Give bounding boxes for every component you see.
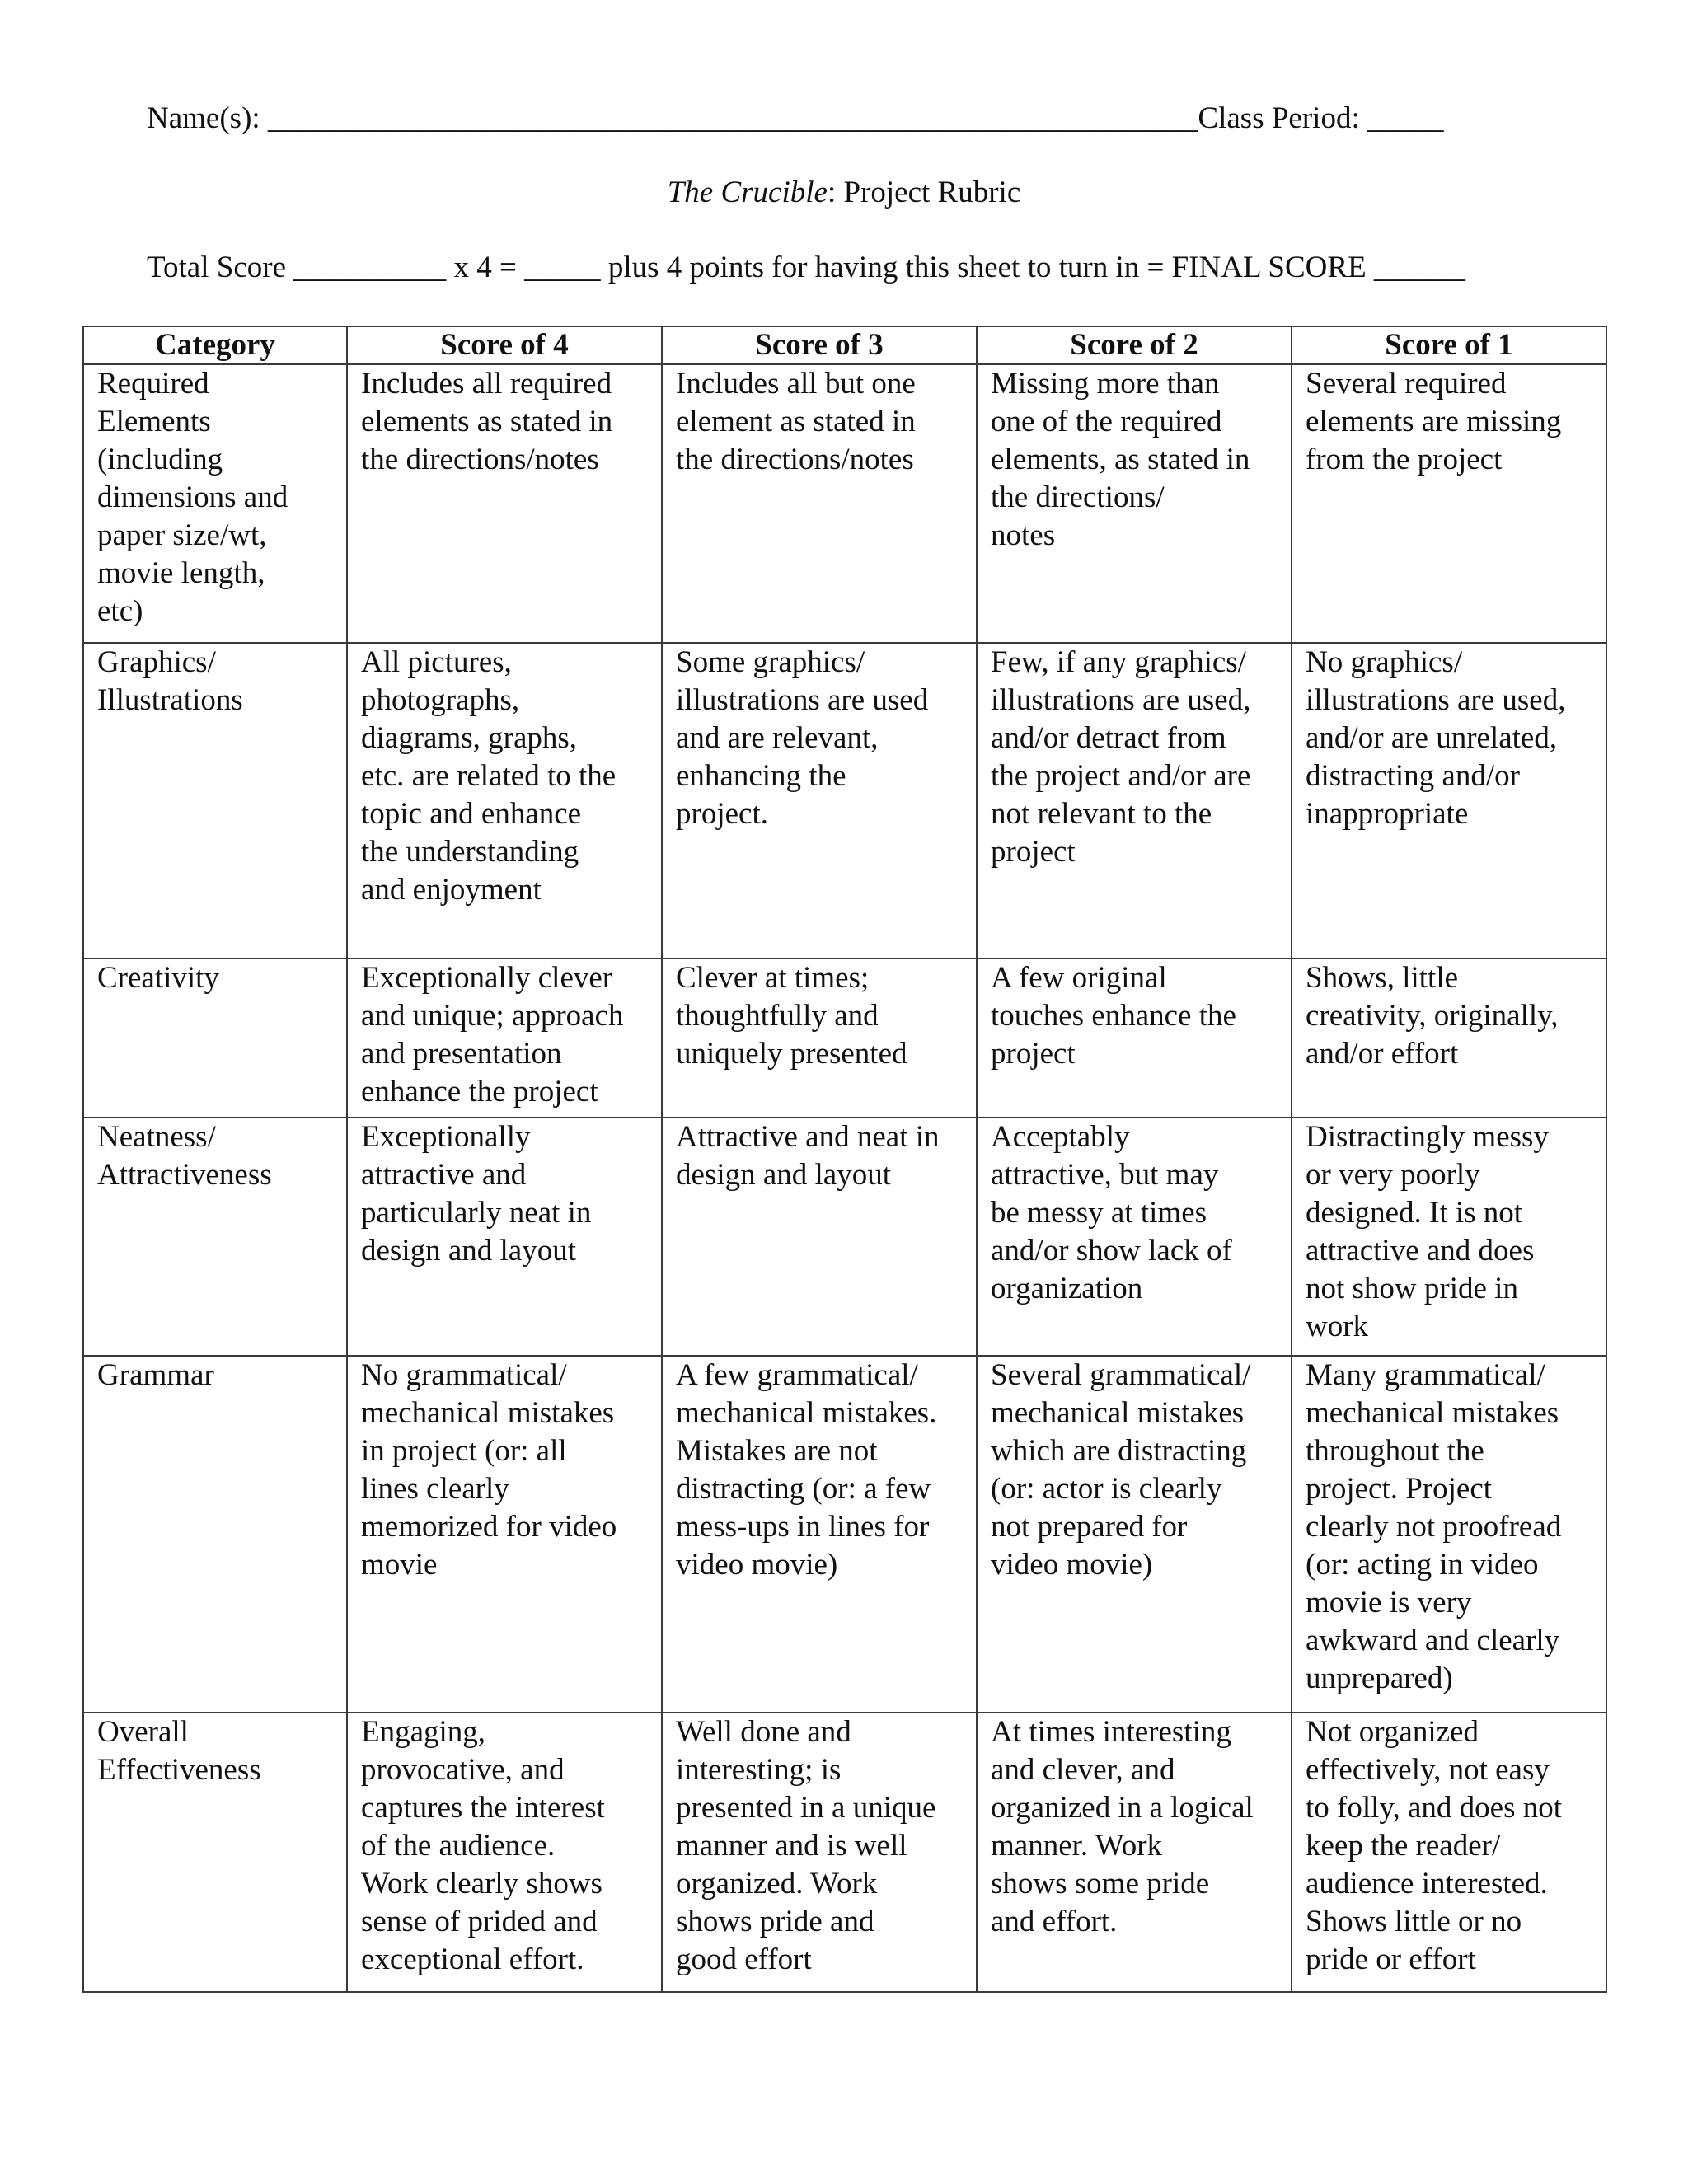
score-1-cell: Many grammatical/ mechanical mistakes throughout the project. Project clearly not proofread (or: acting in video movie is very awkward and clearly unprepared)	[1292, 1356, 1606, 1713]
score-2-cell: Acceptably attractive, but may be messy at times and/or show lack of organization	[977, 1118, 1292, 1356]
header-score-2: Score of 2	[977, 326, 1292, 364]
score-3-cell: Includes all but one element as stated in the directions/notes	[662, 364, 977, 643]
score-4-cell: All pictures, photographs, diagrams, graphs, etc. are related to the topic and enhance the understanding and enjoyment	[347, 643, 662, 958]
header-score-4: Score of 4	[347, 326, 662, 364]
score-2-cell: Several grammatical/ mechanical mistakes which are distracting (or: actor is clearly not prepared for video movie)	[977, 1356, 1292, 1713]
score-1-cell: Not organized effectively, not easy to folly, and does not keep the reader/ audience interested. Shows little or no pride or effort	[1292, 1713, 1606, 1992]
score-2-cell: Few, if any graphics/ illustrations are used, and/or detract from the project and/or are not relevant to the project	[977, 643, 1292, 958]
header-score-3: Score of 3	[662, 326, 977, 364]
document-title	[0, 175, 1688, 211]
score-1-cell: No graphics/ illustrations are used, and/or are unrelated, distracting and/or inappropriate	[1292, 643, 1606, 958]
score-4-cell: No grammatical/ mechanical mistakes in project (or: all lines clearly memorized for video movie	[347, 1356, 662, 1713]
score-3-cell: A few grammatical/ mechanical mistakes. Mistakes are not distracting (or: a few mess-ups in lines for video movie)	[662, 1356, 977, 1713]
rubric-table	[82, 326, 1607, 1993]
title-suffix: : Project Rubric	[827, 176, 1021, 209]
table-row	[83, 1713, 1606, 1992]
category-cell: Neatness/ Attractiveness	[83, 1118, 347, 1356]
header-category: Category	[83, 326, 347, 364]
table-row	[83, 643, 1606, 958]
category-cell: Grammar	[83, 1356, 347, 1713]
score-4-cell: Exceptionally clever and unique; approach and presentation enhance the project	[347, 958, 662, 1118]
table-row	[83, 958, 1606, 1118]
score-2-cell: Missing more than one of the required elements, as stated in the directions/ notes	[977, 364, 1292, 643]
score-4-cell: Engaging, provocative, and captures the interest of the audience. Work clearly shows sense of prided and exceptional effort.	[347, 1713, 662, 1992]
score-1-cell: Distractingly messy or very poorly designed. It is not attractive and does not show pride in work	[1292, 1118, 1606, 1356]
title-work-name: The Crucible	[667, 176, 828, 209]
score-3-cell: Attractive and neat in design and layout	[662, 1118, 977, 1356]
score-4-cell: Includes all required elements as stated in the directions/notes	[347, 364, 662, 643]
rubric-header-row	[83, 326, 1606, 364]
score-2-cell: A few original touches enhance the project	[977, 958, 1292, 1118]
category-cell: Required Elements (including dimensions and paper size/wt, movie length, etc)	[83, 364, 347, 643]
total-score-line: Total Score __________ x 4 = _____ plus 4 points for having this sheet to turn in = FINAL SCORE ______	[147, 251, 1465, 284]
score-3-cell: Some graphics/ illustrations are used and are relevant, enhancing the project.	[662, 643, 977, 958]
category-cell: Creativity	[83, 958, 347, 1118]
table-row	[83, 364, 1606, 643]
category-cell: Overall Effectiveness	[83, 1713, 347, 1992]
score-1-cell: Several required elements are missing from the project	[1292, 364, 1606, 643]
table-row	[83, 1356, 1606, 1713]
score-2-cell: At times interesting and clever, and organized in a logical manner. Work shows some pride and effort.	[977, 1713, 1292, 1992]
score-1-cell: Shows, little creativity, originally, and/or effort	[1292, 958, 1606, 1118]
score-4-cell: Exceptionally attractive and particularly neat in design and layout	[347, 1118, 662, 1356]
score-3-cell: Clever at times; thoughtfully and uniquely presented	[662, 958, 977, 1118]
table-row	[83, 1118, 1606, 1356]
header-score-1: Score of 1	[1292, 326, 1606, 364]
name-class-period-line: Name(s): _____________________________________________________________Class Period: _____	[147, 101, 1444, 135]
score-3-cell: Well done and interesting; is presented in a unique manner and is well organized. Work shows pride and good effort	[662, 1713, 977, 1992]
category-cell: Graphics/ Illustrations	[83, 643, 347, 958]
